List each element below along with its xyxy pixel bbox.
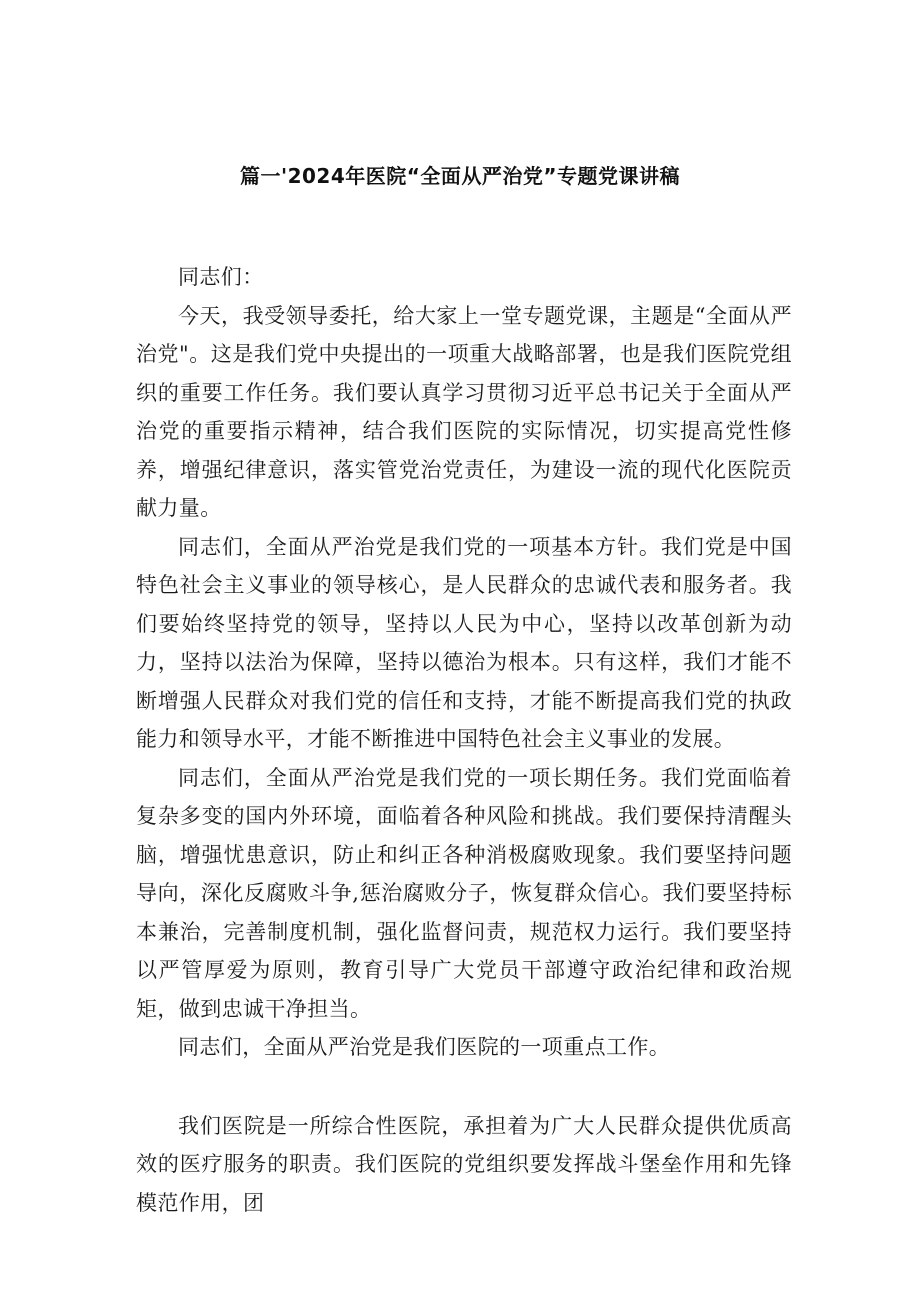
body-paragraph: 我们医院是一所综合性医院，承担着为广大人民群众提供优质高效的医疗服务的职责。我们医院的党组织要发挥战斗堡垒作用和先锋模范作用，团 — [136, 1113, 792, 1215]
body-paragraph: 同志们，全面从严治党是我们党的一项长期任务。我们党面临着复杂多变的国内外环境，面临着各种风险和挑战。我们要保持清醒头脑，增强忧患意识，防止和纠正各种消极腐败现象。我们要坚持问题导向，深化反腐败斗争,惩治腐败分子，恢复群众信心。我们要坚持标本兼治，完善制度机制，强化监督问责，规范权力运行。我们要坚持以严管厚爱为原则，教育引导广大党员干部遵守政治纪律和政治规矩，做到忠诚干净担当。 — [136, 765, 792, 1021]
salutation-paragraph: 同志们： — [178, 265, 264, 289]
document-body — [136, 258, 792, 1222]
body-paragraph: 同志们，全面从严治党是我们医院的一项重点工作。 — [178, 1035, 671, 1059]
body-paragraph: 今天，我受领导委托，给大家上一堂专题党课，主题是“全面从严治党"。这是我们党中央提出的一项重大战略部署，也是我们医院党组织的重要工作任务。我们要认真学习贯彻习近平总书记关于全面从严治党的重要指示精神，结合我们医院的实际情况，切实提高党性修养，增强纪律意识，落实管党治党责任，为建设一流的现代化医院贡献力量。 — [136, 303, 792, 520]
document-title: 篇一'2024年医院“全面从严治党”专题党课讲稿 — [239, 164, 681, 188]
body-paragraph: 同志们，全面从严治党是我们党的一项基本方针。我们党是中国特色社会主义事业的领导核心，是人民群众的忠诚代表和服务者。我们要始终坚持党的领导，坚持以人民为中心，坚持以改革创新为动力，坚持以法治为保障，坚持以德治为根本。只有这样，我们才能不断增强人民群众对我们党的信任和支持，才能不断提高我们党的执政能力和领导水平，才能不断推进中国特色社会主义事业的发展。 — [136, 534, 792, 751]
